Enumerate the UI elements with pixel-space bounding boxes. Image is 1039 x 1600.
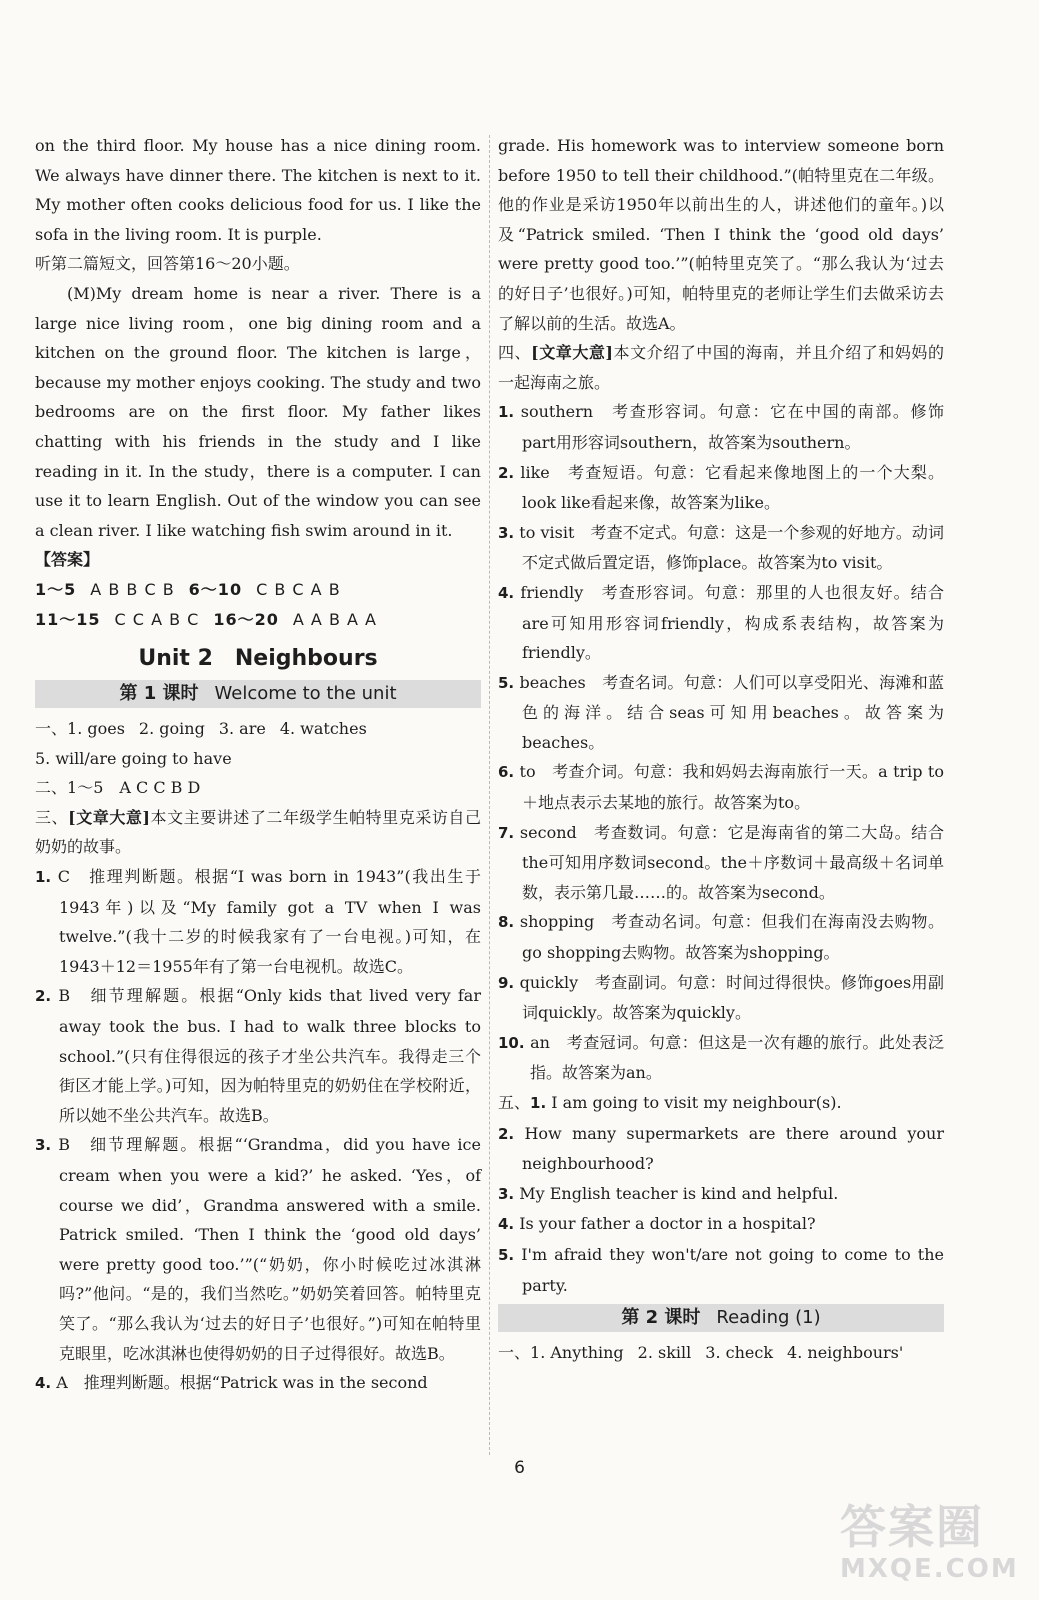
- section-5-item: 4. Is your father a doctor in a hospital?: [498, 1214, 816, 1234]
- lesson-2-header: 第 2 课时 Reading (1): [498, 1304, 944, 1332]
- right-column: [498, 131, 944, 1368]
- lesson-1-header: 第 1 课时 Welcome to the unit: [35, 680, 481, 708]
- section-4-summary: 四、[文章大意]本文介绍了中国的海南，并且介绍了和妈妈的一起海南之旅。: [498, 343, 944, 392]
- page-number: 6: [514, 1458, 525, 1478]
- section-1-line-2: 5. will/are going to have: [35, 748, 232, 768]
- blank-explanation: 2. like 考查短语。句意：它看起来像地图上的一个大梨。look like看起来像，故答案为like。: [498, 462, 944, 513]
- section-5-item: 五、1. I am going to visit my neighbour(s).: [498, 1093, 842, 1112]
- question-explanation: 4. A 推理判断题。根据“Patrick was in the second: [35, 1373, 428, 1393]
- blank-explanation: 8. shopping 考查动名词。句意：但我们在海南没去购物。go shopping去购物。故答案为shopping。: [498, 912, 944, 963]
- left-column: [35, 131, 481, 1399]
- unit-title: Unit 2 Neighbours: [138, 646, 378, 672]
- question-4-continued: grade. His homework was to interview someone born before 1950 to tell their childhood.”(帕特里克在二年级。他的作业是采访1950年以前出生的人，讲述他们的童年。)以及“Patrick smiled. ‘Then I think the ‘good old days’ were pretty good too.’”(帕特里克笑了。“那么我认为‘过去的好日子’也很好。)可知，帕特里克的老师让学生们去做采访去了解以前的生活。故选A。: [498, 136, 944, 333]
- blank-explanation: 7. second 考查数词。句意：它是海南省的第二大岛。结合the可知用序数词second。the＋序数词＋最高级＋名词单数，表示第几最……的。故答案为second。: [498, 822, 944, 902]
- blank-explanation: 1. southern 考查形容词。句意：它在中国的南部。修饰part用形容词southern，故答案为southern。: [498, 402, 944, 452]
- watermark-url: MXQE.COM: [840, 1554, 1019, 1584]
- answer-row: 11～15 C C A B C 16～20 A A B A A: [35, 609, 377, 629]
- question-explanation: 3. B 细节理解题。根据“‘Grandma，did you have ice cream when you were a kid?’ he asked. ‘Yes，of course we did’，Grandma answered with a smile. Patrick smiled. ‘Then I think the ‘good old days’ were pretty good too.’”(“奶奶，你小时候吃过冰淇淋吗?”他问。“是的，我们当然吃。”奶奶笑着回答。帕特里克笑了。“那么我认为‘过去的好日子’也很好。”)可知在帕特里克眼里，吃冰淇淋也使得奶奶的日子过得很好。故选B。: [35, 1135, 481, 1363]
- question-explanation: 2. B 细节理解题。根据“Only kids that lived very far away took the bus. I had to walk three blocks to school.”(只有住得很远的孩子才坐公共汽车。我得走三个街区才能上学。)可知，因为帕特里克的奶奶住在学校附近，所以她不坐公共汽车。故选B。: [35, 986, 481, 1125]
- lesson-2-section-1: 一、1. Anything 2. skill 3. check 4. neighbours': [498, 1343, 904, 1363]
- section-5-item: 2. How many supermarkets are there around your neighbourhood?: [498, 1123, 944, 1174]
- watermark-text: 答案圈: [840, 1500, 984, 1554]
- watermark-logo: [840, 1500, 1030, 1595]
- blank-explanation: 10. an 考查冠词。句意：但这是一次有趣的旅行。此处表泛指。故答案为an。: [498, 1032, 944, 1083]
- blank-explanation: 4. friendly 考查形容词。句意：那里的人也很友好。结合are可知用形容词friendly，构成系表结构，故答案为friendly。: [498, 582, 944, 663]
- column-divider: [489, 135, 490, 1455]
- section-1: 一、1. goes 2. going 3. are 4. watches: [35, 719, 367, 739]
- section-5-item: 3. My English teacher is kind and helpful.: [498, 1183, 839, 1203]
- answer-row: 1～5 A B B C B 6～10 C B C A B: [35, 579, 341, 599]
- answer-heading: 【答案】: [35, 550, 100, 570]
- listening-text-1-end: on the third floor. My house has a nice dining room. We always have dinner there. The kitchen is next to it. My mother often cooks delicious food for us. I like the sofa in the living room. It is purple.: [35, 136, 481, 244]
- listening-instruction: 听第二篇短文，回答第16～20小题。: [35, 254, 300, 274]
- section-3-summary: 三、[文章大意]本文主要讲述了二年级学生帕特里克采访自己奶奶的故事。: [35, 807, 481, 857]
- question-explanation: 1. C 推理判断题。根据“I was born in 1943”(我出生于1943年)以及“My family got a TV when I was twelve.”(我十二岁的时候我家有了一台电视。)可知，在1943＋12＝1955年有了第一台电视机。故选C。: [35, 867, 481, 976]
- section-5-item: 5. I'm afraid they won't/are not going to come to the party.: [498, 1244, 944, 1295]
- section-2: 二、1～5 A C C B D: [35, 778, 201, 798]
- blank-explanation: 3. to visit 考查不定式。句意：这是一个参观的好地方。动词不定式做后置定语，修饰place。故答案为to visit。: [498, 522, 944, 573]
- listening-text-2: (M)My dream home is near a river. There is a large nice living room，one big dining room and a kitchen on the ground floor. The kitchen is large，because my mother enjoys cooking. The study and two bedrooms are on the first floor. My father likes chatting with his friends in the study and I like reading in it. In the study，there is a computer. I can use it to learn English. Out of the window you can see a clean river. I like watching fish swim around in it.: [35, 283, 481, 540]
- blank-explanation: 5. beaches 考查名词。句意：人们可以享受阳光、海滩和蓝色的海洋。结合seas可知用beaches。故答案为beaches。: [498, 672, 944, 752]
- blank-explanation: 9. quickly 考查副词。句意：时间过得很快。修饰goes用副词quickly。故答案为quickly。: [498, 972, 944, 1023]
- blank-explanation: 6. to 考查介词。句意：我和妈妈去海南旅行一天。a trip to＋地点表示去某地的旅行。故答案为to。: [498, 762, 944, 813]
